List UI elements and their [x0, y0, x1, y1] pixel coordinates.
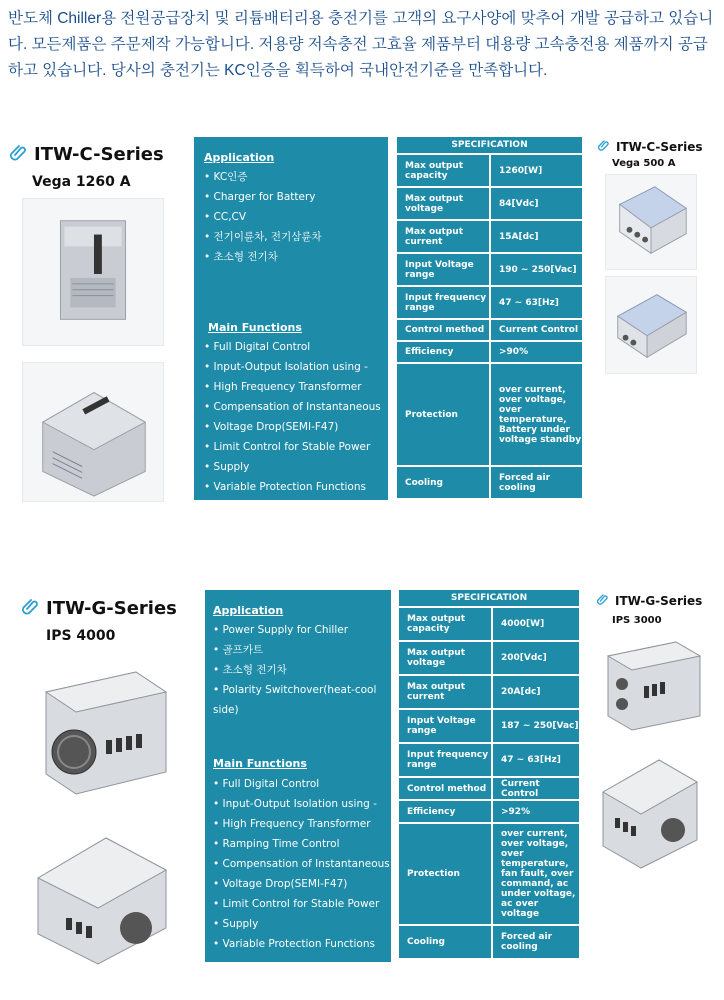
table-row [397, 342, 582, 362]
list-item: • Voltage Drop(SEMI-F47) [204, 417, 381, 437]
list-item: • Variable Protection Functions [204, 477, 381, 497]
table-row [399, 778, 579, 799]
product-photo-vega-500-side [605, 276, 697, 374]
side-model-name: Vega 500 A [612, 158, 676, 169]
list-item: • Ramping Time Control [213, 834, 390, 854]
table-row [399, 710, 579, 742]
spec-key: Cooling [399, 926, 491, 958]
application-list [213, 620, 391, 720]
spec-value: 47 ~ 63[Hz] [491, 287, 582, 318]
table-row [397, 364, 582, 465]
model-name: IPS 4000 [46, 628, 116, 644]
spec-key: Efficiency [399, 801, 491, 822]
spec-key: Max output voltage [399, 642, 491, 674]
list-item: • Charger for Battery [204, 187, 322, 207]
paperclip-icon [598, 139, 610, 154]
list-item: • 초소형 전기차 [204, 247, 322, 267]
list-item: • CC,CV [204, 207, 322, 227]
side-series-title-text: ITW-C-Series [616, 139, 703, 154]
spec-value: Current Control [491, 320, 582, 340]
side-series-title-g [597, 593, 702, 608]
product-photo-ips-3000-front [600, 630, 706, 736]
list-item: • 전기이륜차, 전기삼륜차 [204, 227, 322, 247]
series-title-text: ITW-C-Series [34, 144, 164, 165]
application-heading: Application [204, 151, 275, 164]
spec-value: 187 ~ 250[Vac] [493, 710, 579, 742]
spec-key: Efficiency [397, 342, 489, 362]
list-item: • KC인증 [204, 167, 322, 187]
list-item: • High Frequency Transformer [213, 814, 390, 834]
side-series-title-text: ITW-G-Series [615, 593, 703, 608]
intro-paragraph: 반도체 Chiller용 전원공급장치 및 리튬배터리용 충전기를 고객의 요구사양에 맞추어 개발 공급하고 있습니다. 모든제품은 주문제작 가능합니다. 저용량 저속충전 고효율 제품부터 대용량 고속충전용 제품까지 공급하고 있습니다. 당사의 충전기는 KC인증을 획득하여 국내안전기준을 만족합니다. [8, 10, 714, 79]
list-item: • Input-Output Isolation using - [213, 794, 390, 814]
spec-heading: SPECIFICATION [399, 590, 579, 606]
g-series-spec-table [399, 590, 579, 960]
product-photo-vega-500-top [605, 174, 697, 270]
table-row [397, 287, 582, 318]
spec-key: Max output current [397, 221, 489, 252]
product-photo-vega-1260-front [22, 198, 164, 346]
product-photo-ips-4000-front [26, 652, 176, 800]
list-item: • Full Digital Control [213, 774, 390, 794]
spec-key: Cooling [397, 467, 489, 498]
table-row [397, 155, 582, 186]
list-item: • Input-Output Isolation using - [204, 357, 381, 377]
c-series-description-panel [194, 137, 388, 500]
model-name: Vega 1260 A [32, 174, 131, 190]
functions-list [204, 337, 381, 497]
g-series-description-panel [205, 590, 391, 962]
table-row [397, 467, 582, 498]
list-item: • Limit Control for Stable Power [204, 437, 381, 457]
spec-value: Forced air cooling [491, 467, 582, 498]
spec-value: 190 ~ 250[Vac] [491, 254, 582, 285]
spec-heading: SPECIFICATION [397, 137, 582, 153]
table-row [399, 642, 579, 674]
product-photo-vega-1260-side [22, 362, 164, 502]
list-item: • Polarity Switchover(heat-cool side) [213, 680, 391, 720]
functions-heading: Main Functions [208, 321, 302, 334]
spec-value: 15A[dc] [491, 221, 582, 252]
side-model-name: IPS 3000 [612, 615, 662, 626]
list-item: • Limit Control for Stable Power [213, 894, 390, 914]
table-row [397, 188, 582, 219]
spec-value: over current, over voltage, over temperature, fan fault, over command, ac under voltage, ac over voltage [493, 824, 579, 924]
list-item: • Voltage Drop(SEMI-F47) [213, 874, 390, 894]
table-row [397, 320, 582, 340]
table-row [399, 801, 579, 822]
table-row [399, 676, 579, 708]
spec-value: Current Control [493, 778, 579, 799]
table-row [399, 608, 579, 640]
spec-value: 200[Vdc] [493, 642, 579, 674]
spec-value: 1260[W] [491, 155, 582, 186]
spec-key: Max output voltage [397, 188, 489, 219]
spec-value: 84[Vdc] [491, 188, 582, 219]
product-photo-ips-4000-side [26, 818, 176, 968]
table-row [397, 254, 582, 285]
c-series-spec-table [397, 137, 582, 500]
spec-key: Input Voltage range [399, 710, 491, 742]
paperclip-icon [10, 143, 28, 166]
series-title-text: ITW-G-Series [46, 598, 177, 619]
list-item: • Compensation of Instantaneous [213, 854, 390, 874]
spec-key: Control method [397, 320, 489, 340]
spec-key: Input frequency range [399, 744, 491, 776]
list-item: • Supply [204, 457, 381, 477]
spec-key: Max output capacity [397, 155, 489, 186]
paperclip-icon [22, 597, 40, 620]
spec-value: >92% [493, 801, 579, 822]
spec-value: Forced air cooling [493, 926, 579, 958]
spec-value: 47 ~ 63[Hz] [493, 744, 579, 776]
spec-value: over current, over voltage, over temperature, Battery under voltage standby [491, 364, 582, 465]
list-item: • 골프카트 [213, 640, 391, 660]
list-item: • Full Digital Control [204, 337, 381, 357]
spec-key: Protection [397, 364, 489, 465]
spec-key: Max output capacity [399, 608, 491, 640]
application-list [204, 167, 322, 267]
spec-value: >90% [491, 342, 582, 362]
spec-key: Input frequency range [397, 287, 489, 318]
list-item: • Compensation of Instantaneous [204, 397, 381, 417]
list-item: • High Frequency Transformer [204, 377, 381, 397]
table-row [397, 221, 582, 252]
functions-list [213, 774, 390, 954]
list-item: • Supply [213, 914, 390, 934]
list-item: • Power Supply for Chiller [213, 620, 391, 640]
application-heading: Application [213, 604, 284, 617]
series-title-c [10, 143, 164, 166]
table-row [399, 926, 579, 958]
product-photo-ips-3000-side [597, 742, 703, 870]
series-title-g [22, 597, 177, 620]
spec-key: Max output current [399, 676, 491, 708]
spec-value: 4000[W] [493, 608, 579, 640]
spec-key: Input Voltage range [397, 254, 489, 285]
table-row [399, 824, 579, 924]
functions-heading: Main Functions [213, 757, 307, 770]
paperclip-icon [597, 593, 609, 608]
list-item: • Variable Protection Functions [213, 934, 390, 954]
spec-value: 20A[dc] [493, 676, 579, 708]
list-item: • 초소형 전기차 [213, 660, 391, 680]
spec-key: Control method [399, 778, 491, 799]
spec-key: Protection [399, 824, 491, 924]
table-row [399, 744, 579, 776]
side-series-title-c [598, 139, 702, 154]
